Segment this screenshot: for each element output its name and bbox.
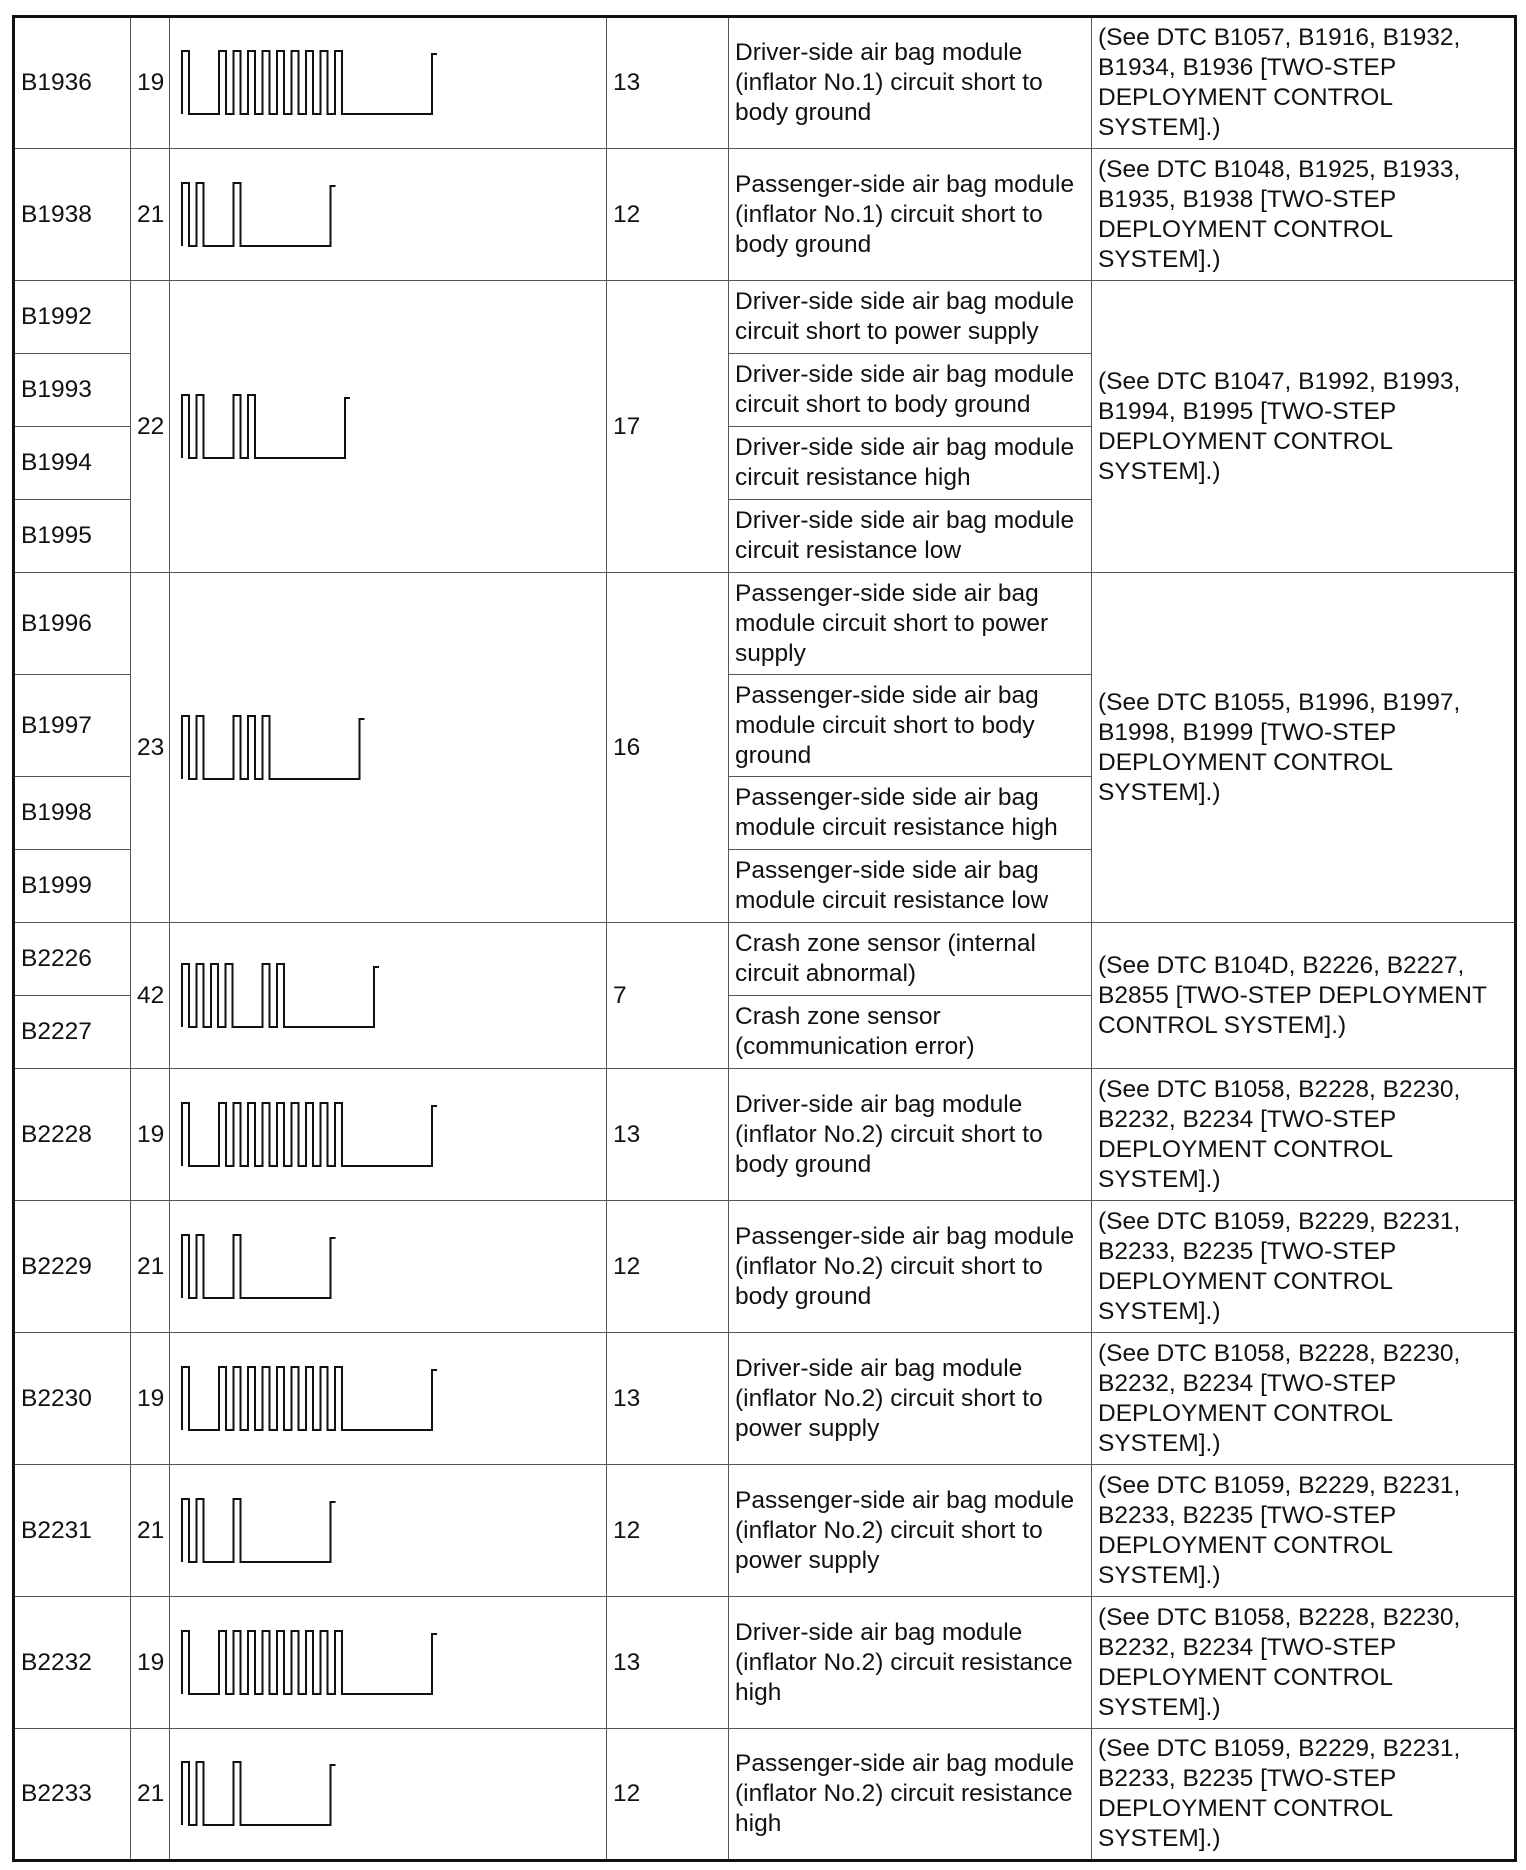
blink-pattern [170, 1201, 607, 1333]
related-dtc-reference: (See DTC B1059, B2229, B2231, B2233, B2235 [TWO-STEP DEPLOYMENT CONTROL SYSTEM].) [1092, 1201, 1516, 1333]
blink-pattern-waveform [176, 282, 607, 572]
related-dtc-reference: (See DTC B1047, B1992, B1993, B1994, B1995 [TWO-STEP DEPLOYMENT CONTROL SYSTEM].) [1092, 281, 1516, 573]
blink-pulse-trace [182, 1103, 437, 1166]
dtc-code: B2230 [14, 1333, 131, 1465]
terminal-number: 13 [607, 1333, 729, 1465]
terminal-number: 12 [607, 1465, 729, 1597]
table-row [14, 573, 1516, 675]
dtc-code: B1993 [14, 354, 131, 427]
terminal-number: 12 [607, 1729, 729, 1861]
blink-pattern-waveform [176, 1466, 607, 1596]
terminal-number: 17 [607, 281, 729, 573]
table-row [14, 1069, 1516, 1201]
dtc-code: B1996 [14, 573, 131, 675]
dtc-code: B1999 [14, 850, 131, 923]
table-row [14, 1333, 1516, 1465]
dtc-code: B2228 [14, 1069, 131, 1201]
blink-pattern [170, 1069, 607, 1201]
blink-count: 21 [131, 1465, 170, 1597]
blink-pulse-trace [182, 1235, 336, 1298]
related-dtc-reference: (See DTC B1048, B1925, B1933, B1935, B1938 [TWO-STEP DEPLOYMENT CONTROL SYSTEM].) [1092, 149, 1516, 281]
table-row [14, 17, 1516, 149]
blink-pattern-waveform [176, 574, 607, 922]
blink-pulse-trace [182, 51, 437, 114]
blink-pulse-trace [182, 1762, 336, 1825]
blink-pulse-trace [182, 1499, 336, 1562]
blink-pattern-waveform [176, 1598, 607, 1728]
blink-count: 21 [131, 1201, 170, 1333]
dtc-code: B2231 [14, 1465, 131, 1597]
related-dtc-reference: (See DTC B1059, B2229, B2231, B2233, B2235 [TWO-STEP DEPLOYMENT CONTROL SYSTEM].) [1092, 1729, 1516, 1861]
blink-count: 42 [131, 923, 170, 1069]
detection-item: Passenger-side side air bag module circuit resistance low [729, 850, 1092, 923]
blink-pattern [170, 923, 607, 1069]
blink-pulse-trace [182, 716, 365, 779]
terminal-number: 13 [607, 17, 729, 149]
detection-item: Driver-side side air bag module circuit resistance high [729, 427, 1092, 500]
blink-pattern [170, 1597, 607, 1729]
blink-pattern [170, 1465, 607, 1597]
blink-pulse-trace [182, 1631, 437, 1694]
blink-pulse-trace [182, 183, 336, 246]
blink-pulse-trace [182, 395, 350, 458]
blink-pulse-trace [182, 1367, 437, 1430]
blink-pattern-waveform [176, 1070, 607, 1200]
dtc-code: B2232 [14, 1597, 131, 1729]
dtc-table [12, 15, 1517, 1862]
detection-item: Passenger-side side air bag module circuit resistance high [729, 777, 1092, 850]
blink-pattern-waveform [176, 1334, 607, 1464]
table-row [14, 1729, 1516, 1861]
detection-item: Passenger-side air bag module (inflator No.1) circuit short to body ground [729, 149, 1092, 281]
blink-pattern [170, 1729, 607, 1861]
terminal-number: 13 [607, 1597, 729, 1729]
related-dtc-reference: (See DTC B1059, B2229, B2231, B2233, B2235 [TWO-STEP DEPLOYMENT CONTROL SYSTEM].) [1092, 1465, 1516, 1597]
detection-item: Passenger-side air bag module (inflator No.2) circuit short to power supply [729, 1465, 1092, 1597]
dtc-code: B2227 [14, 996, 131, 1069]
blink-pattern-waveform [176, 1729, 607, 1859]
blink-pattern [170, 17, 607, 149]
detection-item: Crash zone sensor (communication error) [729, 996, 1092, 1069]
blink-count: 19 [131, 1069, 170, 1201]
table-row [14, 1465, 1516, 1597]
blink-pattern-waveform [176, 150, 607, 280]
related-dtc-reference: (See DTC B1055, B1996, B1997, B1998, B1999 [TWO-STEP DEPLOYMENT CONTROL SYSTEM].) [1092, 573, 1516, 923]
terminal-number: 16 [607, 573, 729, 923]
dtc-code: B1995 [14, 500, 131, 573]
table-row [14, 1597, 1516, 1729]
table-row [14, 1201, 1516, 1333]
related-dtc-reference: (See DTC B1057, B1916, B1932, B1934, B1936 [TWO-STEP DEPLOYMENT CONTROL SYSTEM].) [1092, 17, 1516, 149]
blink-pattern [170, 1333, 607, 1465]
dtc-code: B1997 [14, 675, 131, 777]
table-row [14, 149, 1516, 281]
detection-item: Driver-side air bag module (inflator No.2) circuit short to power supply [729, 1333, 1092, 1465]
detection-item: Passenger-side air bag module (inflator No.2) circuit resistance high [729, 1729, 1092, 1861]
dtc-code: B1936 [14, 17, 131, 149]
detection-item: Passenger-side air bag module (inflator No.2) circuit short to body ground [729, 1201, 1092, 1333]
blink-pattern [170, 149, 607, 281]
terminal-number: 7 [607, 923, 729, 1069]
blink-count: 21 [131, 149, 170, 281]
dtc-code: B1938 [14, 149, 131, 281]
dtc-code: B1998 [14, 777, 131, 850]
blink-pattern [170, 281, 607, 573]
related-dtc-reference: (See DTC B104D, B2226, B2227, B2855 [TWO-STEP DEPLOYMENT CONTROL SYSTEM].) [1092, 923, 1516, 1069]
blink-pattern-waveform [176, 924, 607, 1068]
blink-count: 22 [131, 281, 170, 573]
detection-item: Driver-side side air bag module circuit short to power supply [729, 281, 1092, 354]
detection-item: Driver-side side air bag module circuit resistance low [729, 500, 1092, 573]
blink-count: 19 [131, 1597, 170, 1729]
dtc-code: B2229 [14, 1201, 131, 1333]
related-dtc-reference: (See DTC B1058, B2228, B2230, B2232, B2234 [TWO-STEP DEPLOYMENT CONTROL SYSTEM].) [1092, 1597, 1516, 1729]
blink-pattern-waveform [176, 18, 607, 148]
dtc-code: B1992 [14, 281, 131, 354]
blink-count: 19 [131, 1333, 170, 1465]
blink-count: 21 [131, 1729, 170, 1861]
dtc-code: B2233 [14, 1729, 131, 1861]
dtc-code: B2226 [14, 923, 131, 996]
related-dtc-reference: (See DTC B1058, B2228, B2230, B2232, B2234 [TWO-STEP DEPLOYMENT CONTROL SYSTEM].) [1092, 1069, 1516, 1201]
detection-item: Passenger-side side air bag module circuit short to power supply [729, 573, 1092, 675]
detection-item: Driver-side air bag module (inflator No.2) circuit short to body ground [729, 1069, 1092, 1201]
related-dtc-reference: (See DTC B1058, B2228, B2230, B2232, B2234 [TWO-STEP DEPLOYMENT CONTROL SYSTEM].) [1092, 1333, 1516, 1465]
detection-item: Passenger-side side air bag module circuit short to body ground [729, 675, 1092, 777]
detection-item: Driver-side air bag module (inflator No.1) circuit short to body ground [729, 17, 1092, 149]
blink-pattern-waveform [176, 1202, 607, 1332]
detection-item: Driver-side side air bag module circuit short to body ground [729, 354, 1092, 427]
terminal-number: 12 [607, 149, 729, 281]
blink-pattern [170, 573, 607, 923]
table-row [14, 281, 1516, 354]
terminal-number: 13 [607, 1069, 729, 1201]
blink-count: 19 [131, 17, 170, 149]
detection-item: Crash zone sensor (internal circuit abnormal) [729, 923, 1092, 996]
detection-item: Driver-side air bag module (inflator No.2) circuit resistance high [729, 1597, 1092, 1729]
blink-count: 23 [131, 573, 170, 923]
dtc-code: B1994 [14, 427, 131, 500]
blink-pulse-trace [182, 964, 379, 1027]
table-row [14, 923, 1516, 996]
terminal-number: 12 [607, 1201, 729, 1333]
